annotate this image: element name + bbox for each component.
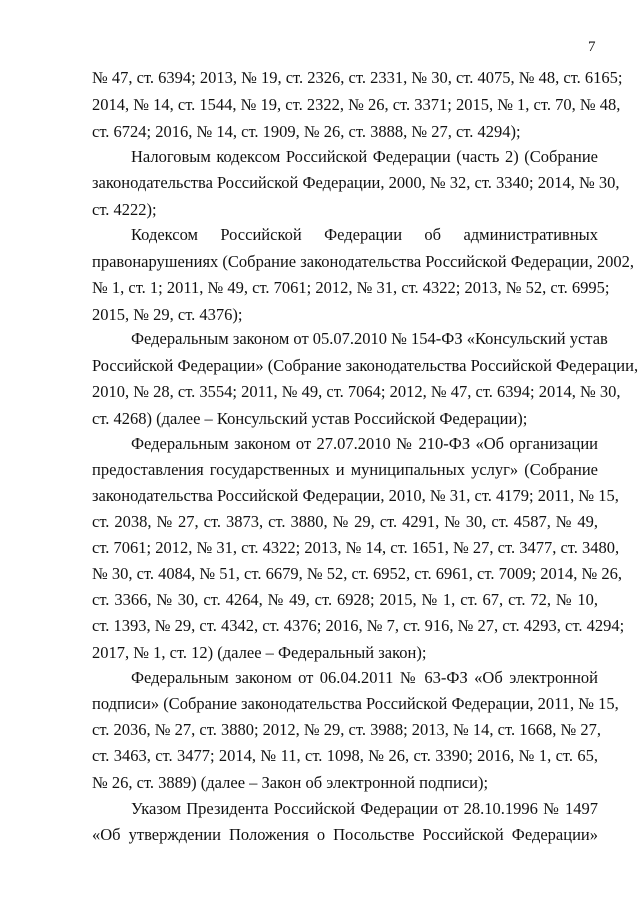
text-line: № 1, ст. 1; 2011, № 49, ст. 7061; 2012, № 31, ст. 4322; 2013, № 52, ст. 6995; — [92, 278, 610, 297]
text-line: ст. 3463, ст. 3477; 2014, № 11, ст. 1098, № 26, ст. 3390; 2016, № 1, ст. 65, — [92, 746, 598, 765]
text-line: Российской Федерации» (Собрание законодательства Российской Федерации, — [92, 356, 639, 375]
text-line: Федеральным законом от 06.04.2011 № 63-ФЗ «Об электронной — [131, 668, 598, 687]
text-line: Кодексом Российской Федерации об административных — [131, 225, 598, 244]
text-line: ст. 2036, № 27, ст. 3880; 2012, № 29, ст. 3988; 2013, № 14, ст. 1668, № 27, — [92, 720, 601, 739]
text-line: № 30, ст. 4084, № 51, ст. 6679, № 52, ст. 6952, ст. 6961, ст. 7009; 2014, № 26, — [92, 564, 623, 583]
text-line: ст. 4268) (далее – Консульский устав Российской Федерации); — [92, 409, 528, 428]
text-line: 2017, № 1, ст. 12) (далее – Федеральный закон); — [92, 643, 427, 662]
text-line: Федеральным законом от 27.07.2010 № 210-ФЗ «Об организации — [131, 434, 598, 453]
text-line: № 47, ст. 6394; 2013, № 19, ст. 2326, ст. 2331, № 30, ст. 4075, № 48, ст. 6165; — [92, 68, 623, 87]
text-line: ст. 1393, № 29, ст. 4342, ст. 4376; 2016, № 7, ст. 916, № 27, ст. 4293, ст. 4294; — [92, 616, 625, 635]
text-line: ст. 2038, № 27, ст. 3873, ст. 3880, № 29, ст. 4291, № 30, ст. 4587, № 49, — [92, 512, 598, 531]
text-line: предоставления государственных и муниципальных услуг» (Собрание — [92, 460, 598, 479]
text-line: Указом Президента Российской Федерации от 28.10.1996 № 1497 — [131, 799, 598, 818]
page-number: 7 — [588, 39, 596, 55]
text-line: 2014, № 14, ст. 1544, № 19, ст. 2322, № 26, ст. 3371; 2015, № 1, ст. 70, № 48, — [92, 95, 621, 114]
text-line: Федеральным законом от 05.07.2010 № 154-ФЗ «Консульский устав — [131, 329, 608, 348]
text-line: ст. 7061; 2012, № 31, ст. 4322; 2013, № 14, ст. 1651, № 27, ст. 3477, ст. 3480, — [92, 538, 620, 557]
text-line: Налоговым кодексом Российской Федерации (часть 2) (Собрание — [131, 147, 598, 166]
text-line: ст. 6724; 2016, № 14, ст. 1909, № 26, ст. 3888, № 27, ст. 4294); — [92, 122, 521, 141]
text-line: № 26, ст. 3889) (далее – Закон об электронной подписи); — [92, 773, 489, 792]
text-line: законодательства Российской Федерации, 2010, № 31, ст. 4179; 2011, № 15, — [92, 486, 619, 505]
text-line: 2010, № 28, ст. 3554; 2011, № 49, ст. 7064; 2012, № 47, ст. 6394; 2014, № 30, — [92, 382, 621, 401]
text-line: ст. 3366, № 30, ст. 4264, № 49, ст. 6928; 2015, № 1, ст. 67, ст. 72, № 10, — [92, 590, 598, 609]
text-line: правонарушениях (Собрание законодательства Российской Федерации, 2002, — [92, 252, 635, 271]
text-line: законодательства Российской Федерации, 2000, № 32, ст. 3340; 2014, № 30, — [92, 173, 620, 192]
text-line: «Об утверждении Положения о Посольстве Российской Федерации» — [92, 825, 598, 844]
text-line: подписи» (Собрание законодательства Российской Федерации, 2011, № 15, — [92, 694, 619, 713]
text-line: ст. 4222); — [92, 200, 157, 219]
text-line: 2015, № 29, ст. 4376); — [92, 305, 243, 324]
